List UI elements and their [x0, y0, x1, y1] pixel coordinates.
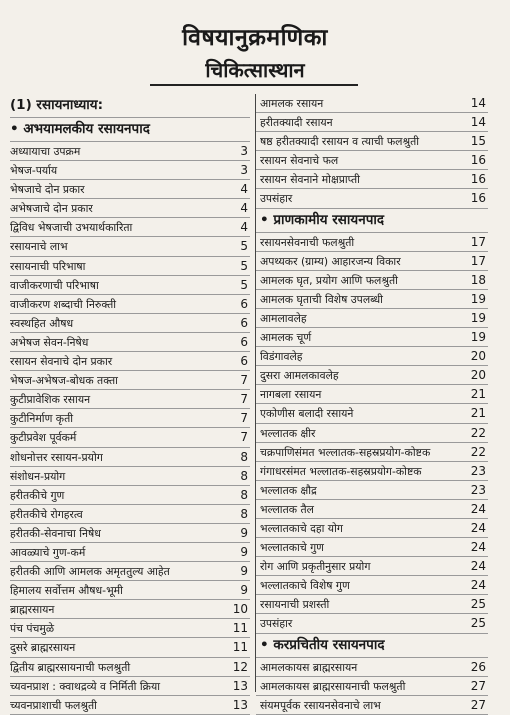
toc-entry-title: एकोणीस बलादी रसायने	[260, 407, 354, 421]
toc-entry-title: द्विविध भेषजाची उभयार्थकारिता	[10, 221, 133, 235]
toc-entry-page: 11	[232, 640, 248, 655]
toc-entry	[10, 295, 250, 314]
toc-entry-title: भल्लातक तैल	[260, 502, 314, 516]
toc-entry-page: 6	[240, 354, 248, 369]
toc-entry-title: आमलक रसायन	[260, 97, 324, 110]
toc-entry-title: आमलक घृताची विशेष उपलब्धी	[260, 292, 383, 306]
toc-entry-page: 14	[470, 115, 486, 130]
toc-entry	[10, 486, 250, 505]
toc-entry	[10, 467, 250, 486]
toc-entry	[10, 543, 250, 562]
toc-entry-title: भल्लातक क्षौद्र	[260, 483, 317, 497]
toc-entry-page: 8	[240, 468, 248, 483]
toc-entry	[256, 366, 488, 385]
toc-entry-title: स्वस्थहित औषध	[10, 316, 74, 330]
toc-entry-title: च्यवनप्राश : क्वाथद्रव्ये व निर्मिती क्रिया	[10, 679, 161, 693]
toc-entry-page: 23	[470, 463, 486, 478]
toc-entry-title: वाजीकरण शब्दाची निरुक्ती	[10, 297, 117, 311]
toc-entry-page: 22	[470, 444, 486, 459]
toc-entry-title: आमलकायस ब्राह्मरसायन	[260, 660, 358, 674]
toc-entry-page: 9	[240, 544, 248, 559]
toc-entry-page: 24	[470, 578, 486, 593]
toc-entry-page: 16	[470, 191, 486, 206]
toc-entry-title: हरीतकीचे रोगहरत्व	[10, 507, 83, 521]
toc-entry-page: 19	[470, 330, 486, 345]
toc-entry-page: 17	[470, 253, 486, 268]
toc-entry-page: 24	[470, 540, 486, 555]
toc-entry-title: रसायनाची परिभाषा	[10, 259, 86, 273]
toc-entry-page: 8	[240, 487, 248, 502]
left-entry-list	[10, 142, 250, 715]
page-title: विषयानुक्रमणिका	[182, 25, 328, 51]
toc-entry	[10, 371, 250, 390]
toc-entry-title: षष्ठ हरीतक्यादी रसायन व त्याची फलश्रुती	[260, 135, 420, 149]
toc-entry-page: 7	[240, 411, 248, 426]
toc-entry-title: दुसरे ब्राह्मरसायन	[10, 641, 76, 655]
toc-entry	[10, 448, 250, 467]
toc-entry	[256, 170, 488, 189]
toc-entry-page: 7	[240, 430, 248, 445]
toc-entry-page: 5	[240, 277, 248, 292]
toc-entry-title: पंच पंचमुळे	[10, 622, 55, 636]
toc-entry	[256, 519, 488, 538]
toc-entry-page: 16	[470, 172, 486, 187]
toc-entry	[256, 271, 488, 290]
toc-entry-page: 3	[240, 163, 248, 178]
toc-entry-title: भल्लातकाचे दहा योग	[260, 521, 343, 535]
toc-entry	[256, 328, 488, 347]
toc-entry	[256, 151, 488, 170]
toc-entry-page: 5	[240, 258, 248, 273]
toc-entry-page: 9	[240, 583, 248, 598]
toc-entry	[256, 189, 488, 208]
toc-entry-page: 17	[470, 234, 486, 249]
toc-entry-title: रसायन सेवनाने मोक्षप्राप्ती	[260, 173, 360, 187]
toc-entry	[256, 658, 488, 677]
toc-entry-title: दुसरा आमलकावलेह	[260, 369, 339, 383]
toc-entry-page: 5	[240, 239, 248, 254]
toc-entry-page: 21	[470, 387, 486, 402]
toc-entry-page: 24	[470, 559, 486, 574]
toc-entry-title: कुटीप्रावेशिक रसायन	[10, 393, 91, 407]
toc-entry	[256, 94, 488, 113]
toc-entry-title: अपथ्यकर (ग्राम्य) आहारजन्य विकार	[260, 254, 401, 268]
toc-entry	[10, 161, 250, 180]
toc-entry	[10, 696, 250, 715]
toc-entry-title: ब्राह्मरसायन	[10, 603, 55, 617]
toc-entry-page: 4	[240, 182, 248, 197]
toc-entry-title: भेषजाचे दोन प्रकार	[10, 183, 85, 197]
toc-entry-title: च्यवनप्राशाची फलश्रुती	[10, 698, 97, 712]
toc-entry-page: 20	[470, 349, 486, 364]
toc-entry-title: नागबला रसायन	[260, 388, 322, 402]
toc-entry	[10, 257, 250, 276]
toc-entry-title: कुटीनिर्माण कृती	[10, 412, 74, 426]
right-entry-list-bottom	[256, 658, 488, 715]
toc-entry	[256, 113, 488, 132]
toc-entry-title: अभेषजाचे दोन प्रकार	[10, 202, 93, 216]
toc-entry-page: 11	[232, 621, 248, 636]
toc-entry-page: 3	[240, 144, 248, 158]
toc-entry	[10, 505, 250, 524]
section-heading-abhayamalakiya: • अभयामलकीय रसायनपाद	[10, 118, 250, 142]
toc-entry	[10, 619, 250, 638]
toc-entry-page: 6	[240, 315, 248, 330]
toc-entry-title: आमलक चूर्ण	[260, 331, 312, 345]
toc-entry	[10, 352, 250, 371]
toc-entry-title: विडंगावलेह	[260, 350, 303, 364]
toc-entry-page: 18	[470, 272, 486, 287]
section-title: चिकित्सास्थान	[205, 58, 305, 82]
toc-entry	[10, 142, 250, 161]
toc-entry-title: अध्यायाचा उपक्रम	[10, 145, 81, 158]
toc-entry-page: 22	[470, 425, 486, 440]
toc-entry-page: 7	[240, 392, 248, 407]
toc-entry-title: रसायनसेवनाची फलश्रुती	[260, 235, 355, 249]
toc-entry-title: हरीतक्यादी रसायन	[260, 116, 333, 130]
toc-entry	[10, 638, 250, 657]
toc-entry-page: 14	[470, 96, 486, 110]
toc-entry-title: कुटीप्रवेश पूर्वकर्म	[10, 431, 77, 445]
toc-entry-title: रसायनाचे लाभ	[10, 240, 68, 254]
toc-entry-page: 19	[470, 291, 486, 306]
toc-entry-title: रसायनाची प्रशस्ती	[260, 598, 330, 612]
toc-entry-title: द्वितीय ब्राह्मरसायनाची फलश्रुती	[10, 660, 131, 674]
toc-entry-title: आमलकायस ब्राह्मरसायनाची फलश्रुती	[260, 679, 406, 693]
left-column	[10, 94, 250, 715]
toc-entry-title: हिमालय सर्वोत्तम औषध-भूमी	[10, 584, 123, 598]
right-entry-list-mid	[256, 233, 488, 634]
toc-entry	[10, 237, 250, 256]
toc-entry	[256, 233, 488, 252]
section-heading-pranakamiya: • प्राणकामीय रसायनपाद	[256, 209, 488, 233]
toc-entry-page: 26	[470, 659, 486, 674]
toc-entry	[256, 538, 488, 557]
toc-entry-page: 4	[240, 220, 248, 235]
toc-entry	[256, 677, 488, 696]
toc-entry	[256, 347, 488, 366]
toc-entry-page: 23	[470, 482, 486, 497]
toc-entry	[10, 199, 250, 218]
toc-entry-title: उपसंहार	[260, 617, 293, 631]
toc-entry-page: 15	[470, 134, 486, 149]
toc-entry-page: 25	[470, 597, 486, 612]
toc-entry-title: भल्लातकाचे गुण	[260, 541, 324, 555]
toc-entry-page: 10	[232, 602, 248, 617]
toc-entry-title: शोधनोत्तर रसायन-प्रयोग	[10, 450, 103, 464]
toc-entry-title: भेषज-पर्याय	[10, 164, 58, 178]
toc-entry-title: रसायन सेवनाचे फल	[260, 154, 339, 168]
toc-entry-title: भेषज-अभेषज-बोधक तक्ता	[10, 374, 118, 388]
toc-entry-title: आमलावलेह	[260, 311, 307, 325]
toc-entry-title: रोग आणि प्रकृतीनुसार प्रयोग	[260, 560, 371, 574]
toc-entry-page: 6	[240, 334, 248, 349]
toc-entry	[256, 309, 488, 328]
toc-entry	[256, 500, 488, 519]
toc-entry-page: 19	[470, 310, 486, 325]
toc-entry-title: आवळ्याचे गुण-कर्म	[10, 545, 86, 559]
toc-entry-page: 8	[240, 506, 248, 521]
toc-entry	[10, 180, 250, 199]
toc-entry-title: संशोधन-प्रयोग	[10, 469, 66, 483]
right-entry-list-top	[256, 94, 488, 209]
toc-entry-page: 13	[232, 678, 248, 693]
toc-entry	[256, 576, 488, 595]
toc-entry-title: उपसंहार	[260, 192, 293, 206]
toc-entry	[10, 600, 250, 619]
toc-entry	[10, 428, 250, 447]
toc-entry	[256, 614, 488, 633]
toc-entry-page: 12	[232, 659, 248, 674]
toc-entry	[256, 595, 488, 614]
toc-entry-page: 27	[470, 678, 486, 693]
toc-entry-page: 13	[232, 697, 248, 712]
toc-entry-title: हरीतकीचे गुण	[10, 488, 65, 502]
toc-entry-page: 9	[240, 564, 248, 579]
toc-entry-page: 24	[470, 501, 486, 516]
toc-entry	[256, 385, 488, 404]
toc-entry-page: 16	[470, 153, 486, 168]
toc-entry-page: 7	[240, 373, 248, 388]
toc-entry	[256, 557, 488, 576]
toc-entry	[256, 132, 488, 151]
toc-entry-title: रसायन सेवनाचे दोन प्रकार	[10, 355, 113, 369]
toc-entry-title: वाजीकरणाची परिभाषा	[10, 278, 99, 292]
toc-entry-page: 27	[470, 697, 486, 712]
toc-entry-page: 8	[240, 449, 248, 464]
toc-entry	[256, 443, 488, 462]
title-underline	[150, 84, 358, 86]
toc-entry	[256, 462, 488, 481]
toc-entry	[256, 424, 488, 443]
toc-entry-title: हरीतकी आणि आमलक अमृततुल्य आहेत	[10, 565, 170, 579]
toc-entry	[256, 696, 488, 715]
toc-entry	[10, 658, 250, 677]
toc-entry-title: हरीतकी-सेवनाचा निषेध	[10, 526, 101, 540]
toc-entry	[10, 314, 250, 333]
toc-entry-title: भल्लातकाचे विशेष गुण	[260, 579, 350, 593]
toc-entry	[10, 333, 250, 352]
toc-entry	[10, 409, 250, 428]
toc-entry	[10, 677, 250, 696]
toc-entry-page: 6	[240, 296, 248, 311]
chapter-heading: (1) रसायनाध्याय:	[10, 94, 250, 118]
toc-entry	[10, 581, 250, 600]
toc-entry-title: आमलक घृत, प्रयोग आणि फलश्रुती	[260, 273, 398, 287]
toc-entry-page: 25	[470, 616, 486, 631]
toc-entry-title: भल्लातक क्षीर	[260, 426, 316, 440]
toc-entry	[256, 481, 488, 500]
toc-entry-title: संयमपूर्वक रसायनसेवनाचे लाभ	[260, 698, 381, 712]
toc-entry-page: 9	[240, 525, 248, 540]
toc-entry	[256, 290, 488, 309]
toc-entry	[10, 218, 250, 237]
toc-entry-page: 24	[470, 520, 486, 535]
toc-entry-title: गंगाधरसंमत भल्लातक-सहस्रप्रयोग-कोष्टक	[260, 464, 422, 478]
toc-entry-page: 21	[470, 406, 486, 421]
toc-entry	[256, 252, 488, 271]
toc-entry	[10, 562, 250, 581]
toc-entry	[256, 404, 488, 423]
toc-entry-title: चक्रपाणिसंमत भल्लातक-सहस्रप्रयोग-कोष्टक	[260, 445, 431, 459]
toc-entry	[10, 524, 250, 543]
toc-entry	[10, 390, 250, 409]
right-column	[255, 94, 488, 712]
toc-entry-page: 20	[470, 368, 486, 383]
toc-entry	[10, 276, 250, 295]
toc-entry-page: 4	[240, 201, 248, 216]
toc-entry-title: अभेषज सेवन-निषेध	[10, 335, 89, 349]
section-heading-karaprachitiya: • करप्रचितीय रसायनपाद	[256, 634, 488, 658]
